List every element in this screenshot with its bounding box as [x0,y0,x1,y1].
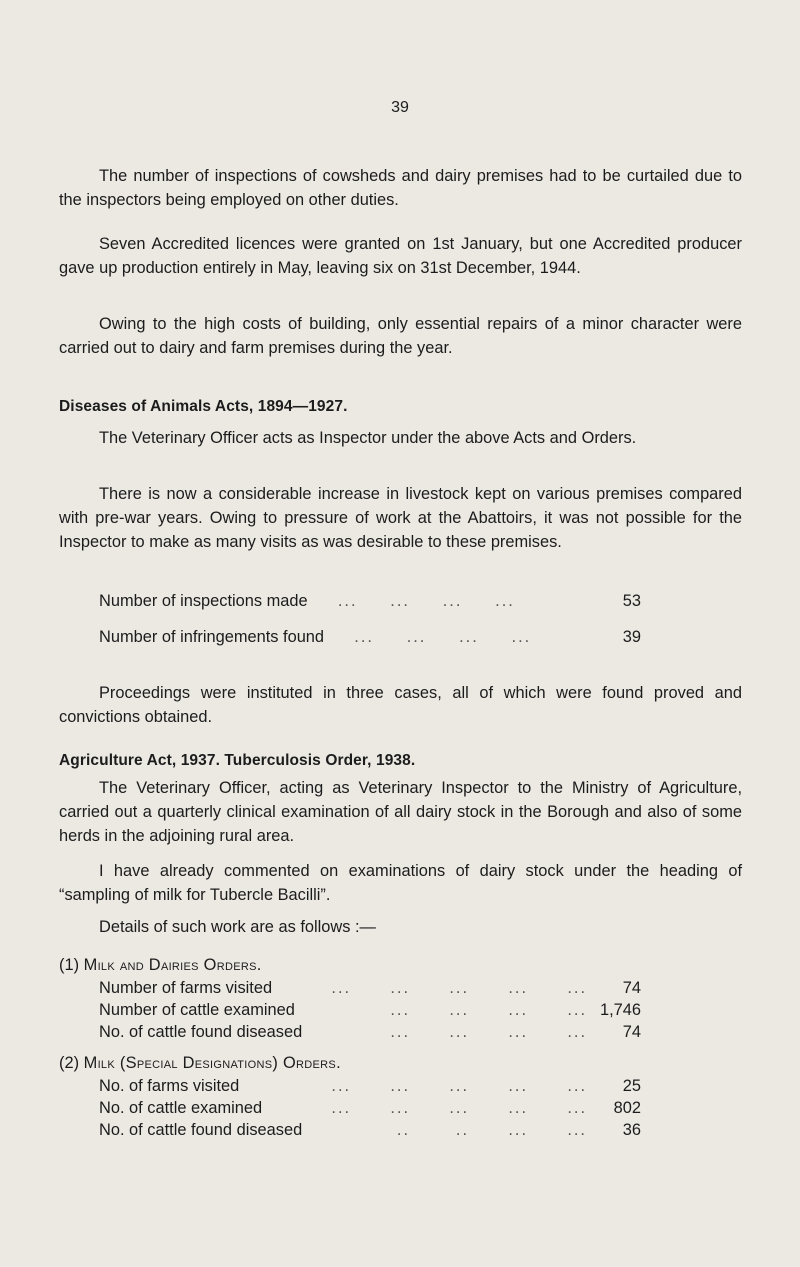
leader-dots: ... ... ... ... [383,1001,587,1019]
table-row [99,1119,641,1141]
stat-label: Number of infringements found [99,628,325,646]
row-label: No. of farms visited [99,1077,240,1095]
section-milk-special-designations-orders [59,1051,341,1075]
paragraph-text: There is now a considerable increase in livestock kept on various premises compared with pre-war years. Owing to pressure of work at the Abattoirs, it was not possible for the Inspector to make as many visits as was desirable to these premises. [59,485,742,551]
leader-dots: ... ... ... ... ... [324,1077,587,1095]
stat-label: Number of inspections made [99,592,308,610]
paragraph-accredited-licences [59,232,742,280]
row-label: Number of farms visited [99,979,273,997]
heading-agriculture-act: Agriculture Act, 1937. Tuberculosis Order, 1938. [59,752,416,769]
section-milk-and-dairies-orders [59,953,262,977]
heading-diseases-of-animals-acts: Diseases of Animals Acts, 1894—1927. [59,398,348,415]
paragraph-text: Seven Accredited licences were granted on 1st January, but one Accredited producer gave up production entirely in May, leaving six on 31st December, 1944. [59,235,742,277]
row-label: No. of cattle examined [99,1099,263,1117]
table-row [99,1075,641,1097]
stat-infringements-found [99,625,641,649]
paragraph-text: The Veterinary Officer, acting as Veterinary Inspector to the Ministry of Agriculture, carried out a quarterly clinical examination of all dairy stock in the Borough and also of some herds in the adjoining rural area. [59,779,742,845]
row-value: 1,746 [599,1001,641,1019]
leader-dots: .. .. ... ... [390,1121,587,1139]
paragraph-text: The number of inspections of cowsheds and dairy premises had to be curtailed due to the inspectors being employed on other duties. [59,167,742,209]
section-title: Milk and Dairies Orders. [83,956,262,974]
paragraph-sampling-commentary [59,859,742,907]
paragraph-text: The Veterinary Officer acts as Inspector under the above Acts and Orders. [99,429,637,447]
table-row [99,977,641,999]
paragraph-livestock-increase [59,482,742,554]
leader-dots: ... ... ... ... [383,1023,587,1041]
stat-inspections-made [99,589,641,613]
row-value: 74 [622,1023,641,1041]
leader-dots: ... ... ... ... ... [324,1099,587,1117]
stat-value: 53 [622,592,641,610]
paragraph-text: Proceedings were instituted in three cases, all of which were found proved and convictions obtained. [59,684,742,726]
leader-dots: ... ... ... ... [328,628,532,646]
row-label: No. of cattle found diseased [99,1023,303,1041]
paragraph-veterinary-officer [59,426,742,450]
paragraph-building-repairs [59,312,742,360]
table-row [99,999,641,1021]
paragraph-quarterly-examination [59,776,742,848]
row-value: 802 [613,1099,641,1117]
section-number: (1) [59,956,80,974]
paragraph-text: Owing to the high costs of building, only essential repairs of a minor character were carried out to dairy and farm premises during the year. [59,315,742,357]
row-label: No. of cattle found diseased [99,1121,303,1139]
table-row [99,1021,641,1043]
paragraph-cowshed-inspections [59,164,742,212]
leader-dots: ... ... ... ... ... [324,979,587,997]
row-value: 25 [622,1077,641,1095]
section-number: (2) [59,1054,80,1072]
table-row [99,1097,641,1119]
paragraph-proceedings [59,681,742,729]
row-value: 36 [622,1121,641,1139]
details-intro: Details of such work are as follows :— [99,918,376,936]
row-value: 74 [622,979,641,997]
paragraph-text: I have already commented on examinations of dairy stock under the heading of “sampling of milk for Tubercle Bacilli”. [59,862,742,904]
page-number: 39 [391,99,409,116]
section-title: Milk (Special Designations) Orders. [83,1054,341,1072]
row-label: Number of cattle examined [99,1001,295,1019]
stat-value: 39 [622,628,641,646]
leader-dots: ... ... ... ... [311,592,515,610]
